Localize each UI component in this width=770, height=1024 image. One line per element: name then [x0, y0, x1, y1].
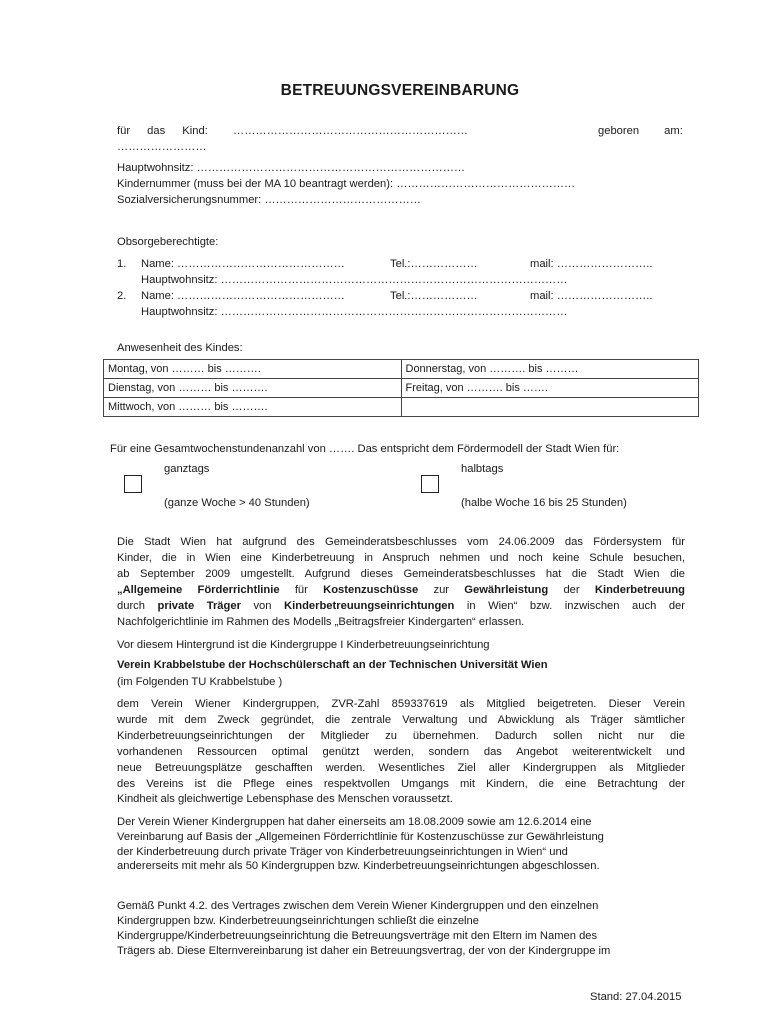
- paragraph-line: Gemäß Punkt 4.2. des Vertrages zwischen dem Verein Wiener Kindergruppen und den einzelnen: [117, 900, 599, 912]
- attendance-friday: Freitag, von ………. bis …….: [401, 379, 699, 398]
- table-row: [104, 398, 699, 417]
- child-number-line: Kindernummer (muss bei der MA 10 beantragt werden): …………………………………………: [117, 178, 576, 190]
- paragraph-line: Kindergruppen bzw. Kinderbetreuungseinrichtungen schließt die einzelne: [117, 915, 479, 927]
- paragraph-line: vorhandenen Ressourcen optimal genützt werden, sondern das Angebot weiterentwickelt und: [117, 745, 685, 758]
- guardian-1-tel: Tel.:………………: [390, 258, 478, 270]
- for-child-label: für das Kind:: [117, 125, 208, 137]
- attendance-empty-cell: [401, 398, 699, 417]
- table-row: [104, 360, 699, 379]
- paragraph-line: dem Verein Wiener Kindergruppen, ZVR-Zahl 859337619 als Mitglied beigetreten. Dieser Verein: [117, 698, 685, 710]
- footer-date: Stand: 27.04.2015: [590, 991, 682, 1003]
- guardian-2-residence: Hauptwohnsitz: …………………………………………………………………………………: [141, 306, 568, 318]
- paragraph-line: wurde mit dem Zweck gegründet, die zentrale Verwaltung und Abwicklung als Träger sämtlicher: [117, 713, 685, 726]
- paragraph-line: Kindergruppe/Kinderbetreuungseinrichtung die Betreuungsverträge mit den Eltern im Namen des: [117, 930, 598, 942]
- paragraph-agreement: [117, 815, 685, 874]
- paragraph-line: Kinder, die in Wien eine Kinderbetreuung in Anspruch nehmen und noch keine Schule besuchen,: [117, 551, 685, 564]
- guardian-2-number: 2.: [117, 290, 127, 302]
- half-day-label: halbtags: [461, 463, 504, 475]
- paragraph-line: Kindheit als gleichwertige Lebensphase des Menschen voraussetzt.: [117, 793, 453, 806]
- paragraph-line: Trägers ab. Diese Elternvereinbarung ist daher ein Betreuungsvertrag, der von der Kindergruppe im: [117, 945, 611, 957]
- paragraph-line: Die Stadt Wien hat aufgrund des Gemeinderatsbeschlusses vom 24.06.2009 das Fördersystem für: [117, 536, 685, 548]
- weekly-hours-line: Für eine Gesamtwochenstundenanzahl von ……. Das entspricht dem Fördermodell der Stadt Wien für:: [110, 443, 620, 455]
- attendance-monday: Montag, von ……… bis ……….: [104, 360, 402, 379]
- for-child-dots: ………………………………………………………: [233, 125, 468, 137]
- guardian-1-number: 1.: [117, 258, 127, 270]
- paragraph-line: „Allgemeine Förderrichtlinie für Kostenzuschüsse zur Gewährleistung der Kinderbetreuung: [117, 583, 685, 596]
- paragraph-contract: [117, 899, 685, 959]
- attendance-tuesday: Dienstag, von ……… bis ……….: [104, 379, 402, 398]
- attendance-heading: Anwesenheit des Kindes:: [117, 342, 243, 354]
- paragraph-line: ab September 2009 umgestellt. Aufgrund dieses Gemeinderatsbeschlusses hat die Stadt Wien die: [117, 567, 685, 580]
- paragraph-line: Der Verein Wiener Kindergruppen hat daher einerseits am 18.08.2009 sowie am 12.6.2014 eine: [117, 816, 592, 828]
- full-day-label: ganztags: [164, 463, 210, 475]
- attendance-table: [103, 359, 699, 417]
- full-day-note: (ganze Woche > 40 Stunden): [164, 497, 310, 509]
- born-dots: ……………………: [117, 141, 207, 153]
- document-title: BETREUUNGSVEREINBARUNG: [280, 82, 520, 99]
- organization-name: Verein Krabbelstube der Hochschülerschaft an der Technischen Universität Wien: [117, 659, 548, 671]
- guardian-2-tel: Tel.:………………: [390, 290, 478, 302]
- born-label: geboren am:: [598, 125, 683, 137]
- attendance-wednesday: Mittwoch, von ……… bis ……….: [104, 398, 402, 417]
- paragraph-funding-system: [117, 535, 685, 630]
- guardian-2-mail: mail: ……………………..: [530, 290, 653, 302]
- paragraph-line: Vereinbarung auf Basis der „Allgemeinen Förderrichtlinie für Kostenzuschüsse zur Gewährleistung: [117, 830, 604, 843]
- attendance-thursday: Donnerstag, von ………. bis ………: [401, 360, 699, 379]
- social-security-line: Sozialversicherungsnummer: ……………………………………: [117, 194, 421, 206]
- paragraph-association: [117, 697, 685, 808]
- half-day-checkbox[interactable]: [421, 475, 439, 493]
- paragraph-line: des Vereins ist die Pflege eines respektvollen Umgangs mit Kindern, die eine Betrachtung der: [117, 777, 685, 790]
- full-day-checkbox[interactable]: [124, 475, 142, 493]
- paragraph-line: durch private Träger von Kinderbetreuungseinrichtungen in Wien“ bzw. inzwischen auch der: [117, 599, 685, 612]
- guardian-2-name: Name: ………………………………………: [141, 290, 345, 302]
- paragraph-line: Nachfolgerichtlinie im Rahmen des Modells „Beitragsfreier Kindergarten“ erlassen.: [117, 615, 525, 628]
- paragraph-line: der Kinderbetreuung durch private Träger von Kinderbetreuungseinrichtungen in Wien“ und: [117, 845, 568, 858]
- guardian-1-mail: mail: ……………………..: [530, 258, 653, 270]
- guardians-heading: Obsorgeberechtigte:: [117, 236, 219, 248]
- paragraph-line: andererseits mit mehr als 50 Kindergruppen bzw. Kinderbetreuungseinrichtungen abgeschlossen.: [117, 860, 600, 873]
- guardian-1-name: Name: ………………………………………: [141, 258, 345, 270]
- paragraph-background: Vor diesem Hintergrund ist die Kindergruppe I Kinderbetreuungseinrichtung: [117, 639, 490, 651]
- half-day-note: (halbe Woche 16 bis 25 Stunden): [461, 497, 627, 509]
- guardian-1-residence: Hauptwohnsitz: …………………………………………………………………………………: [141, 274, 568, 286]
- paragraph-line: Kinderbetreuungseinrichtungen der Mitglieder zu übernehmen. Dadurch sollen nicht nur die: [117, 729, 685, 742]
- paragraph-line: neue Betreuungsplätze geschafften werden. Wesentliches Ziel aller Kindergruppen als Mitglieder: [117, 761, 685, 774]
- residence-line: Hauptwohnsitz: ………………………………………………………………: [117, 162, 466, 174]
- organization-short-name: (im Folgenden TU Krabbelstube ): [117, 676, 283, 688]
- table-row: [104, 379, 699, 398]
